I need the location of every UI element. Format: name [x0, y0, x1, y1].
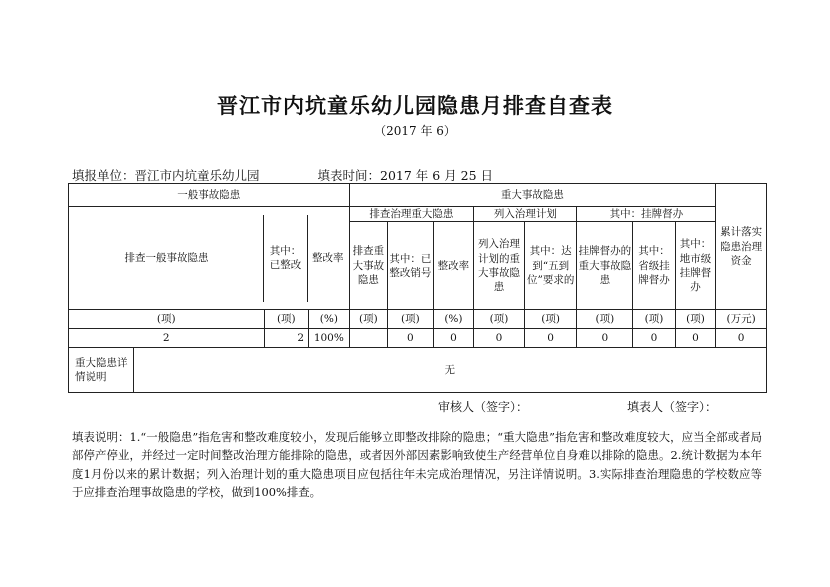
supervise-province-header: 其中：省级挂牌督办 — [633, 222, 676, 310]
rectify-group-header: 排查治理重大隐患 — [349, 207, 474, 222]
supervise-total-header: 挂牌督办的重大事故隐患 — [577, 222, 633, 310]
value-cell: 2 — [69, 329, 265, 348]
detail-label: 重大隐患详情说明 — [69, 348, 133, 392]
value-cell: 0 — [633, 329, 676, 348]
general-subtable — [70, 215, 348, 302]
value-cell: 0 — [577, 329, 633, 348]
unit-cell: (项) — [349, 310, 387, 329]
value-cell: 0 — [675, 329, 716, 348]
value-cell: 2 — [264, 329, 309, 348]
unit-cell: (%) — [433, 310, 474, 329]
value-cell: 0 — [474, 329, 525, 348]
reporting-unit: 填报单位：晋江市内坑童乐幼儿园 — [72, 168, 260, 183]
plan-ontime-header: 其中：达到“五到位”要求的 — [524, 222, 577, 310]
detail-subtable — [69, 348, 766, 392]
filler-signature: 填表人（签字）： — [627, 400, 718, 414]
unit-cell: (项) — [388, 310, 434, 329]
page-subtitle: （2017 年 6） — [374, 124, 456, 138]
value-cell: 0 — [716, 329, 767, 348]
major-rate-header: 整改率 — [433, 222, 474, 310]
supervise-group-header: 其中：挂牌督办 — [577, 207, 716, 222]
general-hazard-subheader — [69, 207, 350, 310]
accumulated-funds-header: 累计落实隐患治理资金 — [716, 184, 767, 310]
plan-count-header: 列入治理计划的重大事故隐患 — [474, 222, 525, 310]
form-info-line — [72, 166, 493, 184]
general-hazard-header: 一般事故隐患 — [69, 184, 350, 207]
plan-group-header: 列入治理计划 — [474, 207, 577, 222]
unit-cell: (项) — [524, 310, 577, 329]
detail-row — [69, 348, 767, 393]
header-row-2 — [69, 207, 767, 222]
detail-value: 无 — [444, 364, 455, 377]
major-hazard-header: 重大事故隐患 — [349, 184, 716, 207]
fill-instructions: 填表说明：1.“一般隐患”指危害和整改难度较小，发现后能够立即整改排除的隐患；“重大隐患”指危害和整改难度较大，应当全部或者局部停产停业，并经过一定时间整改治理方能排除的隐患，或者因外部因素影响致使生产经营单位自身难以排除的隐患。2.统计数据为本年度1月份以来的累计数据；列入治理计划的重大隐患项目应包括往年未完成治理情况，另注详情说明。3.实际排查治理隐患的学校数应等于应排查治理事故隐患的学校，做到100%排查。 — [72, 430, 762, 500]
general-fixed-header: 其中：已整改 — [263, 215, 307, 302]
general-rate-header: 整改率 — [308, 215, 348, 302]
value-cell: 100% — [309, 329, 350, 348]
values-row — [69, 329, 767, 348]
unit-cell: (项) — [69, 310, 265, 329]
unit-cell: (%) — [309, 310, 350, 329]
units-row — [69, 310, 767, 329]
fill-date: 填表时间：2017 年 6 月 25 日 — [317, 168, 494, 183]
reviewer-signature: 审核人（签字）： — [438, 400, 529, 414]
value-cell: 0 — [524, 329, 577, 348]
unit-cell: (项) — [577, 310, 633, 329]
unit-cell: (项) — [474, 310, 525, 329]
supervise-city-header: 其中：地市级挂牌督办 — [675, 222, 716, 310]
major-found-header: 排查重大事故隐患 — [349, 222, 387, 310]
unit-cell: (项) — [633, 310, 676, 329]
unit-cell: (万元) — [716, 310, 767, 329]
unit-cell: (项) — [264, 310, 309, 329]
value-cell: 0 — [433, 329, 474, 348]
major-cleared-header: 其中：已整改销号 — [388, 222, 434, 310]
value-cell: 0 — [388, 329, 434, 348]
header-row-1 — [69, 184, 767, 207]
unit-cell: (项) — [675, 310, 716, 329]
general-found-header: 排查一般事故隐患 — [124, 251, 209, 264]
value-cell — [349, 329, 387, 348]
page-title: 晋江市内坑童乐幼儿园隐患月排查自查表 — [217, 94, 613, 118]
inspection-table — [68, 183, 767, 393]
